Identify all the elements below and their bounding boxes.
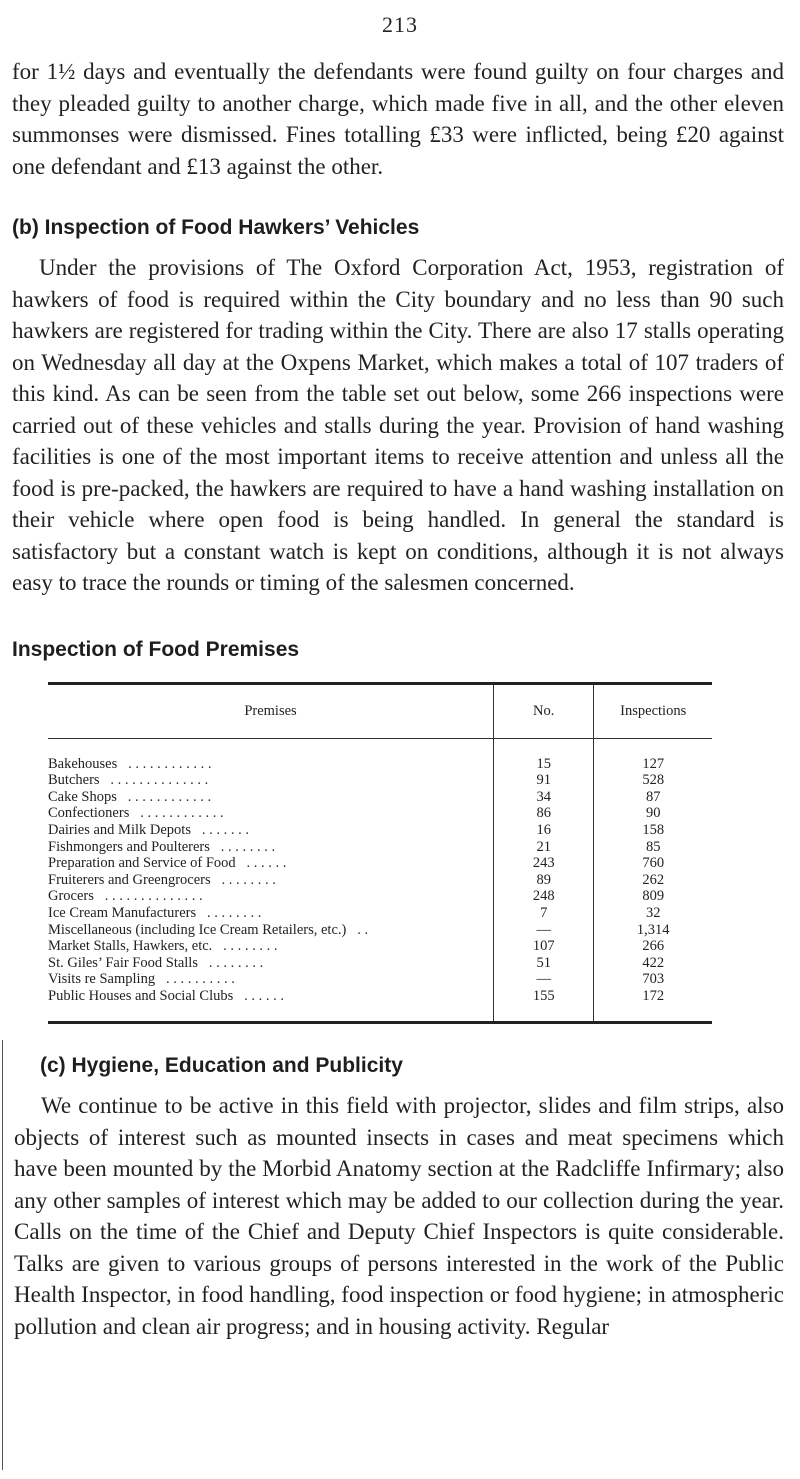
- cell-premises: [48, 988, 494, 1005]
- cell-number: 243: [494, 855, 594, 872]
- premises-label: Public Houses and Social Clubs: [48, 987, 234, 1004]
- column-header-premises: Premises: [48, 685, 494, 739]
- column-header-inspections: Inspections: [594, 685, 712, 739]
- cell-inspections: 266: [594, 938, 712, 955]
- leader-dots: . . . . . . . . . . . . . .: [104, 888, 203, 905]
- table-row: [48, 756, 712, 773]
- table-row: [48, 888, 712, 905]
- premises-label: Miscellaneous (including Ice Cream Retailers, etc.): [48, 921, 347, 938]
- cell-inspections: 158: [594, 822, 712, 839]
- cell-inspections: 127: [594, 756, 712, 773]
- cell-number: 91: [494, 772, 594, 789]
- cell-inspections: 760: [594, 855, 712, 872]
- cell-premises: [48, 905, 494, 922]
- table-body: [48, 739, 712, 1005]
- table-row: [48, 855, 712, 872]
- cell-inspections: 809: [594, 888, 712, 905]
- table-row: [48, 988, 712, 1005]
- section-b-heading: (b) Inspection of Food Hawkers’ Vehicles: [12, 216, 420, 239]
- page-number: 213: [382, 12, 418, 37]
- cell-premises: [48, 756, 494, 773]
- premises-label: Dairies and Milk Depots: [48, 821, 191, 838]
- leader-dots: . . . . . . . . . . . . . .: [110, 772, 209, 789]
- cell-number: 7: [494, 905, 594, 922]
- leader-dots: . . . . . . . . . .: [165, 971, 235, 988]
- cell-premises: [48, 772, 494, 789]
- section-b-text: Under the provisions of The Oxford Corporation Act, 1953, registration of hawkers of food is required within the City boundary and no less than 90 such hawkers are registered for trading within the City. There are also 17 stalls operating on Wednesday all day at the Oxpens Market, which makes a total of 107 traders of this kind. As can be seen from the table set out below, some 266 inspections were carried out of these vehicles and stalls during the year. Provision of hand washing facilities is one of the most important items to receive attention and unless all the food is pre-packed, the hawkers are required to have a hand washing installation on their vehicle where open food is being handled. In general the standard is satisfactory but a constant watch is kept on conditions, although it is not always easy to trace the rounds or timing of the salesmen concerned.: [12, 255, 784, 595]
- cell-premises: [48, 789, 494, 806]
- table-row: [48, 789, 712, 806]
- cell-inspections: 85: [594, 839, 712, 856]
- cell-number: 51: [494, 955, 594, 972]
- cell-premises: [48, 938, 494, 955]
- premises-label: Bakehouses: [48, 755, 118, 772]
- table-row: [48, 839, 712, 856]
- premises-label: Cake Shops: [48, 788, 117, 805]
- table-spacer: [48, 739, 712, 756]
- premises-label: Grocers: [48, 888, 94, 905]
- cell-inspections: 1,314: [594, 922, 712, 939]
- table-row: [48, 772, 712, 789]
- cell-premises: [48, 805, 494, 822]
- leader-dots: . . . . . . . .: [221, 871, 276, 888]
- table-row: [48, 938, 712, 955]
- intro-paragraph: for 1½ days and eventually the defendants were found guilty on four charges and they pleaded guilty to another charge, which made five in all, and the other eleven summonses were dismissed. Fines totalling £33 were inflicted, being £20 against one defendant and £13 against the other.: [12, 59, 784, 179]
- table-row: [48, 805, 712, 822]
- cell-inspections: 172: [594, 988, 712, 1005]
- cell-inspections: 87: [594, 789, 712, 806]
- premises-label: Market Stalls, Hawkers, etc.: [48, 938, 213, 955]
- cell-number: —: [494, 922, 594, 939]
- leader-dots: . . . . . . .: [201, 821, 249, 838]
- table-row: [48, 872, 712, 889]
- leader-dots: . . . . . .: [246, 855, 287, 872]
- cell-premises: [48, 955, 494, 972]
- premises-label: Fishmongers and Poulterers: [48, 838, 210, 855]
- cell-inspections: 528: [594, 772, 712, 789]
- cell-inspections: 90: [594, 805, 712, 822]
- premises-label: Butchers: [48, 772, 100, 789]
- premises-label: Fruiterers and Greengrocers: [48, 871, 211, 888]
- cell-premises: [48, 872, 494, 889]
- page-margin-line: [2, 1040, 3, 1470]
- cell-inspections: 32: [594, 905, 712, 922]
- leader-dots: . .: [357, 921, 369, 938]
- table-bottom-rule: [48, 1021, 712, 1023]
- cell-premises: [48, 822, 494, 839]
- cell-premises: [48, 888, 494, 905]
- cell-number: 155: [494, 988, 594, 1005]
- premises-table-wrapper: [48, 682, 712, 1024]
- premises-label: Preparation and Service of Food: [48, 855, 236, 872]
- section-c-paragraph: [14, 1090, 784, 1342]
- leader-dots: . . . . . . . . . . . .: [127, 788, 212, 805]
- premises-label: Ice Cream Manufacturers: [48, 904, 197, 921]
- leader-dots: . . . . . . . . . . . .: [140, 805, 224, 822]
- premises-label: St. Giles’ Fair Food Stalls: [48, 954, 198, 971]
- cell-premises: [48, 922, 494, 939]
- table-row: [48, 971, 712, 988]
- cell-number: 89: [494, 872, 594, 889]
- cell-number: 107: [494, 938, 594, 955]
- leader-dots: . . . . . . . .: [223, 938, 278, 955]
- cell-number: 15: [494, 756, 594, 773]
- cell-number: 16: [494, 822, 594, 839]
- section-c-heading: (c) Hygiene, Education and Publicity: [40, 1054, 403, 1077]
- leader-dots: . . . . . . . .: [207, 904, 262, 921]
- leader-dots: . . . . . . . .: [220, 838, 276, 855]
- cell-number: 21: [494, 839, 594, 856]
- table-header-row: [48, 685, 712, 739]
- table-heading: Inspection of Food Premises: [12, 638, 300, 661]
- table-spacer: [48, 1005, 712, 1022]
- cell-number: 86: [494, 805, 594, 822]
- table-row: [48, 822, 712, 839]
- section-b-paragraph: [12, 252, 784, 599]
- cell-inspections: 262: [594, 872, 712, 889]
- table-row: [48, 905, 712, 922]
- cell-premises: [48, 855, 494, 872]
- cell-number: —: [494, 971, 594, 988]
- leader-dots: . . . . . .: [244, 987, 285, 1004]
- cell-number: 34: [494, 789, 594, 806]
- cell-inspections: 422: [594, 955, 712, 972]
- section-c-text: We continue to be active in this field with projector, slides and film strips, also objects of interest such as mounted insects in cases and meat specimens which have been mounted by the Morbid Anatomy section at the Radcliffe Infirmary; also any other samples of interest which may be added to our collection during the year. Calls on the time of the Chief and Deputy Chief Inspectors is quite considerable. Talks are given to various groups of persons interested in the work of the Public Health Inspector, in food handling, food inspection or food hygiene; in atmospheric pollution and clean air progress; and in housing activity. Regular: [14, 1093, 784, 1339]
- cell-inspections: 703: [594, 971, 712, 988]
- cell-premises: [48, 971, 494, 988]
- leader-dots: . . . . . . . . . . . .: [128, 755, 212, 772]
- premises-label: Visits re Sampling: [48, 971, 156, 988]
- column-header-no: No.: [494, 685, 594, 739]
- leader-dots: . . . . . . . .: [208, 954, 264, 971]
- cell-premises: [48, 839, 494, 856]
- premises-table: [48, 682, 712, 1024]
- cell-number: 248: [494, 888, 594, 905]
- premises-label: Confectioners: [48, 805, 130, 822]
- table-row: [48, 922, 712, 939]
- table-row: [48, 955, 712, 972]
